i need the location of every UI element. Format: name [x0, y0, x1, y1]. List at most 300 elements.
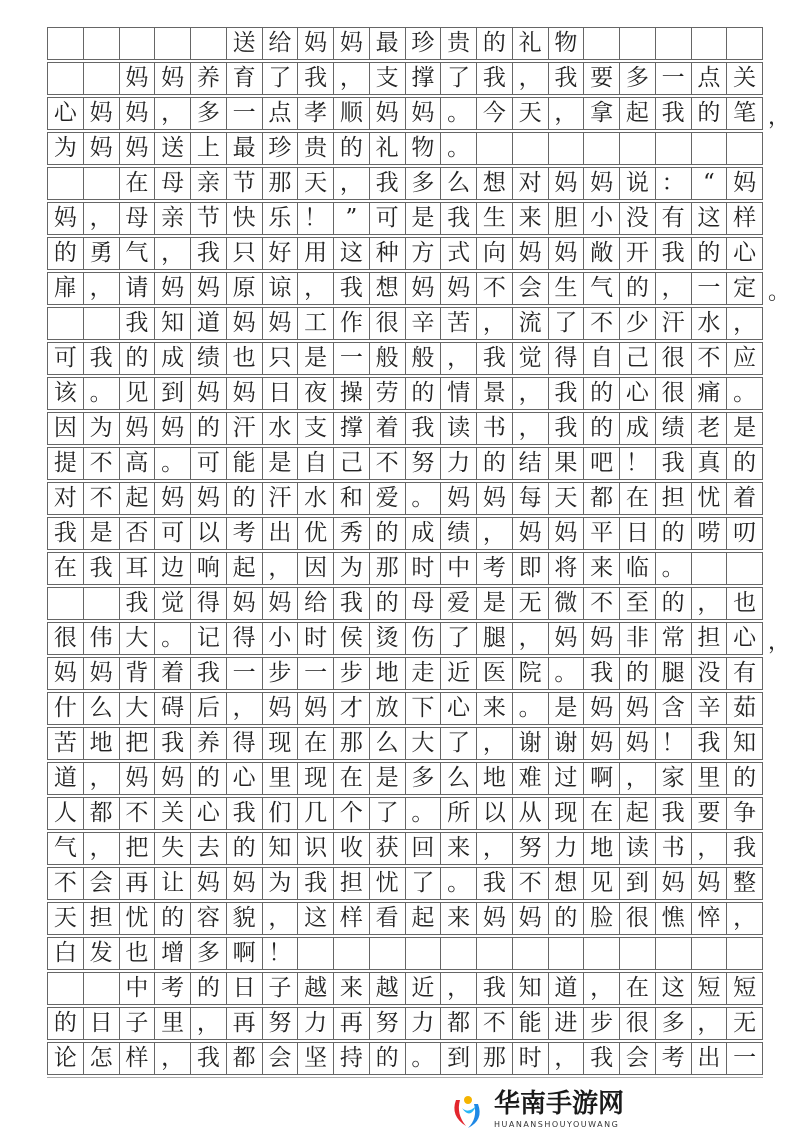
grid-cell [84, 168, 120, 199]
grid-cell: 那 [334, 728, 370, 759]
grid-cell: 因 [48, 413, 84, 444]
grid-cell: ， [477, 728, 513, 759]
grid-cell: 亲 [191, 168, 227, 199]
grid-cell: 妈 [227, 378, 263, 409]
grid-cell: 妈 [84, 658, 120, 689]
grid-cell: 时 [406, 553, 442, 584]
grid-cell: 勇 [84, 238, 120, 269]
grid-cell: 这 [298, 903, 334, 934]
grid-cell: 到 [620, 868, 656, 899]
grid-cell: 。 [727, 378, 763, 409]
grid-cell: 到 [441, 1043, 477, 1074]
grid-cell: 向 [477, 238, 513, 269]
grid-cell: ， [727, 308, 763, 339]
grid-cell: 成 [155, 343, 191, 374]
grid-cell: 撑 [406, 63, 442, 94]
grid-cell: 我 [120, 308, 156, 339]
grid-cell: ， [513, 63, 549, 94]
grid-cell: ， [155, 238, 191, 269]
grid-cell: 再 [334, 1008, 370, 1039]
grid-cell: 为 [48, 133, 84, 164]
grid-cell: 我 [84, 343, 120, 374]
grid-cell: 老 [692, 413, 728, 444]
grid-cell: 现 [549, 798, 585, 829]
grid-cell: 坚 [298, 1043, 334, 1074]
grid-cell: 出 [692, 1043, 728, 1074]
grid-cell: 起 [227, 553, 263, 584]
grid-cell: ！ [263, 938, 299, 969]
grid-cell: ， [513, 413, 549, 444]
grid-cell: 我 [191, 238, 227, 269]
grid-cell: 步 [584, 1008, 620, 1039]
grid-cell: 力 [441, 448, 477, 479]
grid-cell: 的 [584, 378, 620, 409]
grid-cell: 为 [334, 553, 370, 584]
grid-cell: 着 [155, 658, 191, 689]
grid-cell: 的 [155, 903, 191, 934]
grid-cell: 有 [656, 203, 692, 234]
grid-cell: 时 [513, 1043, 549, 1074]
grid-cell [84, 973, 120, 1004]
margin-punctuation: 。 [768, 280, 791, 305]
grid-cell: 了 [370, 798, 406, 829]
essay-grid-paper [47, 27, 791, 1077]
grid-cell: 忧 [692, 483, 728, 514]
grid-cell: 无 [727, 1008, 763, 1039]
grid-cell: 把 [120, 833, 156, 864]
grid-cell: 妈 [477, 903, 513, 934]
grid-cell: 妈 [584, 168, 620, 199]
grid-cell: 节 [227, 168, 263, 199]
grid-cell: 得 [227, 623, 263, 654]
grid-cell [48, 168, 84, 199]
grid-cell: 担 [692, 623, 728, 654]
grid-cell: 妈 [513, 518, 549, 549]
grid-cell: 种 [370, 238, 406, 269]
grid-cell [48, 973, 84, 1004]
grid-cell: 碍 [155, 693, 191, 724]
grid-cell: 谅 [263, 273, 299, 304]
grid-cell: 水 [692, 308, 728, 339]
grid-cell: 书 [656, 833, 692, 864]
grid-cell: 以 [191, 518, 227, 549]
grid-cell: 道 [549, 973, 585, 1004]
grid-cell: 汗 [263, 483, 299, 514]
grid-cell: 珍 [263, 133, 299, 164]
grid-cell: 再 [227, 1008, 263, 1039]
grid-cell: 多 [620, 63, 656, 94]
grid-cell [370, 938, 406, 969]
grid-cell: 汗 [656, 308, 692, 339]
grid-cell: 的 [406, 378, 442, 409]
grid-cell: ， [477, 833, 513, 864]
grid-cell: 都 [584, 483, 620, 514]
grid-cell: 敞 [584, 238, 620, 269]
grid-cell: 心 [620, 378, 656, 409]
grid-cell: 苦 [48, 728, 84, 759]
grid-row [47, 657, 763, 690]
grid-cell: 没 [692, 658, 728, 689]
grid-cell: 从 [513, 798, 549, 829]
grid-cell: 妈 [155, 483, 191, 514]
grid-cell: 妈 [727, 168, 763, 199]
grid-cell: 最 [370, 28, 406, 59]
grid-cell: ， [334, 63, 370, 94]
grid-cell: 母 [120, 203, 156, 234]
grid-cell: 憔 [656, 903, 692, 934]
grid-cell: 考 [656, 1043, 692, 1074]
grid-cell: 多 [656, 1008, 692, 1039]
grid-cell: 么 [441, 168, 477, 199]
grid-cell: 腿 [477, 623, 513, 654]
grid-cell: 水 [298, 483, 334, 514]
grid-cell [727, 553, 763, 584]
grid-cell: 物 [549, 28, 585, 59]
grid-cell: 操 [334, 378, 370, 409]
grid-cell: 那 [477, 1043, 513, 1074]
grid-cell: 的 [692, 238, 728, 269]
grid-cell: 担 [334, 868, 370, 899]
grid-cell [656, 938, 692, 969]
grid-cell: 我 [334, 588, 370, 619]
grid-cell: 妈 [48, 203, 84, 234]
grid-cell: 高 [120, 448, 156, 479]
grid-cell: 孝 [298, 98, 334, 129]
grid-cell: ” [334, 203, 370, 234]
grid-cell: 送 [155, 133, 191, 164]
grid-cell: 妈 [191, 868, 227, 899]
grid-cell: 会 [620, 1043, 656, 1074]
grid-cell: 珍 [406, 28, 442, 59]
grid-cell: 论 [48, 1043, 84, 1074]
grid-cell: 的 [584, 413, 620, 444]
grid-cell: 心 [727, 238, 763, 269]
grid-cell: 不 [370, 448, 406, 479]
grid-cell: 提 [48, 448, 84, 479]
grid-cell: 知 [263, 833, 299, 864]
grid-cell: 妈 [298, 28, 334, 59]
grid-cell: 天 [513, 98, 549, 129]
grid-cell: 礼 [370, 133, 406, 164]
grid-cell: 为 [84, 413, 120, 444]
grid-row [47, 832, 763, 865]
grid-cell: 担 [656, 483, 692, 514]
grid-cell: ！ [620, 448, 656, 479]
grid-cell: 我 [477, 343, 513, 374]
grid-cell [334, 938, 370, 969]
grid-cell: 现 [298, 763, 334, 794]
grid-cell: 越 [298, 973, 334, 1004]
grid-cell: 白 [48, 938, 84, 969]
grid-cell: 都 [227, 1043, 263, 1074]
grid-cell: 我 [549, 63, 585, 94]
grid-cell: ， [191, 1008, 227, 1039]
grid-cell: ， [334, 168, 370, 199]
grid-cell: 的 [227, 833, 263, 864]
grid-cell: ， [477, 518, 513, 549]
grid-cell: 。 [155, 448, 191, 479]
grid-cell [477, 133, 513, 164]
grid-cell: 的 [656, 518, 692, 549]
grid-cell: 对 [513, 168, 549, 199]
grid-cell: 夜 [298, 378, 334, 409]
grid-cell: 即 [513, 553, 549, 584]
grid-cell: 整 [727, 868, 763, 899]
grid-cell: 支 [370, 63, 406, 94]
grid-row [47, 902, 763, 935]
grid-row [47, 727, 763, 760]
grid-cell: 的 [620, 273, 656, 304]
grid-cell: 心 [441, 693, 477, 724]
grid-cell: 在 [584, 798, 620, 829]
grid-cell [692, 553, 728, 584]
grid-cell: 心 [727, 623, 763, 654]
grid-cell [656, 133, 692, 164]
grid-cell: 一 [334, 343, 370, 374]
grid-cell: 绩 [656, 413, 692, 444]
grid-cell: 的 [477, 448, 513, 479]
grid-cell [406, 938, 442, 969]
grid-cell: 妈 [513, 238, 549, 269]
grid-cell: 不 [84, 448, 120, 479]
grid-cell: 考 [477, 553, 513, 584]
grid-cell: 给 [263, 28, 299, 59]
grid-cell: 识 [298, 833, 334, 864]
grid-cell: 己 [620, 343, 656, 374]
grid-cell: 我 [584, 658, 620, 689]
grid-cell: ， [549, 98, 585, 129]
grid-cell: ， [298, 273, 334, 304]
grid-cell: 是 [298, 343, 334, 374]
grid-cell: 。 [155, 623, 191, 654]
grid-cell: 妈 [155, 273, 191, 304]
grid-cell: 多 [406, 168, 442, 199]
grid-cell: 不 [584, 308, 620, 339]
grid-cell: 我 [477, 868, 513, 899]
grid-cell: 将 [549, 553, 585, 584]
grid-cell: 的 [191, 413, 227, 444]
grid-cell: 痛 [692, 378, 728, 409]
grid-cell: 快 [227, 203, 263, 234]
grid-cell: 得 [549, 343, 585, 374]
grid-cell: 一 [656, 63, 692, 94]
grid-cell: 不 [477, 1008, 513, 1039]
grid-row [47, 412, 763, 445]
grid-cell: ， [441, 973, 477, 1004]
grid-cell: 中 [441, 553, 477, 584]
grid-cell: 关 [155, 798, 191, 829]
grid-cell: 么 [370, 728, 406, 759]
grid-cell: 在 [48, 553, 84, 584]
grid-cell: 觉 [513, 343, 549, 374]
grid-cell: 的 [549, 903, 585, 934]
grid-cell: 好 [263, 238, 299, 269]
grid-cell: 爱 [441, 588, 477, 619]
grid-cell: 争 [727, 798, 763, 829]
grid-cell: 所 [441, 798, 477, 829]
grid-row [47, 1042, 763, 1075]
grid-cell: 里 [263, 763, 299, 794]
grid-cell: 伤 [406, 623, 442, 654]
grid-cell: 读 [441, 413, 477, 444]
grid-cell: 今 [477, 98, 513, 129]
grid-cell: 想 [477, 168, 513, 199]
grid-cell: 天 [48, 903, 84, 934]
grid-cell: 己 [334, 448, 370, 479]
grid-cell: 。 [406, 798, 442, 829]
grid-cell: 的 [370, 518, 406, 549]
grid-cell: 我 [441, 203, 477, 234]
grid-cell: 可 [48, 343, 84, 374]
grid-cell: 叨 [727, 518, 763, 549]
grid-cell: 几 [298, 798, 334, 829]
grid-cell: 的 [334, 133, 370, 164]
grid-row [47, 97, 791, 130]
grid-cell: 开 [620, 238, 656, 269]
grid-cell: 妈 [620, 693, 656, 724]
grid-cell: 和 [334, 483, 370, 514]
grid-cell: ， [513, 623, 549, 654]
grid-cell: 很 [656, 378, 692, 409]
grid-cell [48, 308, 84, 339]
grid-cell: 的 [191, 763, 227, 794]
grid-cell: 妈 [263, 693, 299, 724]
grid-cell: 的 [727, 763, 763, 794]
grid-cell: 。 [441, 98, 477, 129]
grid-cell: 才 [334, 693, 370, 724]
grid-cell: 啊 [584, 763, 620, 794]
grid-cell [84, 308, 120, 339]
grid-cell: 。 [549, 658, 585, 689]
grid-cell: 下 [406, 693, 442, 724]
grid-cell: ， [84, 833, 120, 864]
grid-cell: 也 [727, 588, 763, 619]
grid-cell: 想 [549, 868, 585, 899]
grid-cell: 努 [370, 1008, 406, 1039]
grid-cell: 起 [620, 798, 656, 829]
grid-cell: 无 [513, 588, 549, 619]
grid-cell: 小 [584, 203, 620, 234]
grid-cell: 我 [406, 413, 442, 444]
grid-cell: 样 [120, 1043, 156, 1074]
grid-cell: ， [84, 203, 120, 234]
grid-cell: 我 [656, 798, 692, 829]
grid-cell: 考 [227, 518, 263, 549]
grid-cell: 要 [692, 798, 728, 829]
grid-cell: 起 [406, 903, 442, 934]
grid-cell: 么 [441, 763, 477, 794]
grid-cell: 妈 [441, 273, 477, 304]
grid-cell: 方 [406, 238, 442, 269]
grid-cell: 妈 [334, 28, 370, 59]
grid-cell: ： [656, 168, 692, 199]
grid-cell: 在 [298, 728, 334, 759]
grid-cell: 的 [120, 343, 156, 374]
grid-cell: 请 [120, 273, 156, 304]
grid-cell: 我 [298, 868, 334, 899]
grid-cell: 不 [84, 483, 120, 514]
grid-cell: 。 [513, 693, 549, 724]
grid-cell: ！ [656, 728, 692, 759]
grid-cell: 非 [620, 623, 656, 654]
grid-cell: 果 [549, 448, 585, 479]
grid-cell: 读 [620, 833, 656, 864]
grid-cell: 应 [727, 343, 763, 374]
grid-cell: 么 [84, 693, 120, 724]
grid-cell: 能 [227, 448, 263, 479]
grid-cell [620, 28, 656, 59]
grid-cell: ， [263, 903, 299, 934]
grid-cell: 的 [48, 238, 84, 269]
grid-cell: 走 [406, 658, 442, 689]
grid-cell: ， [441, 343, 477, 374]
grid-cell [84, 63, 120, 94]
grid-cell: ， [692, 1008, 728, 1039]
grid-cell: ， [155, 98, 191, 129]
grid-cell: 日 [620, 518, 656, 549]
grid-cell: 再 [120, 868, 156, 899]
grid-cell [584, 28, 620, 59]
grid-cell: 妈 [298, 693, 334, 724]
grid-cell: 怎 [84, 1043, 120, 1074]
grid-cell: 步 [263, 658, 299, 689]
grid-cell: 起 [620, 98, 656, 129]
grid-row [47, 272, 791, 305]
grid-cell: 妈 [620, 728, 656, 759]
grid-cell: 我 [155, 728, 191, 759]
grid-cell: ， [263, 553, 299, 584]
grid-cell: 少 [620, 308, 656, 339]
grid-cell: 起 [120, 483, 156, 514]
grid-cell: 点 [263, 98, 299, 129]
grid-cell: 我 [191, 658, 227, 689]
grid-row [47, 202, 763, 235]
grid-cell: 样 [727, 203, 763, 234]
grid-cell: 得 [227, 728, 263, 759]
grid-cell: 不 [48, 868, 84, 899]
grid-cell: 谢 [513, 728, 549, 759]
grid-cell: 样 [334, 903, 370, 934]
grid-cell: 唠 [692, 518, 728, 549]
grid-cell: 很 [370, 308, 406, 339]
grid-row [47, 867, 763, 900]
grid-cell: 我 [334, 273, 370, 304]
grid-cell: 。 [441, 868, 477, 899]
grid-row [47, 342, 763, 375]
grid-cell: 去 [191, 833, 227, 864]
grid-cell: 日 [227, 973, 263, 1004]
grid-cell: 妈 [263, 308, 299, 339]
grid-cell: 一 [727, 1043, 763, 1074]
grid-cell: 地 [370, 658, 406, 689]
grid-cell: 是 [370, 763, 406, 794]
grid-cell: 见 [120, 378, 156, 409]
grid-cell [298, 938, 334, 969]
grid-cell: 支 [298, 413, 334, 444]
grid-cell: 情 [441, 378, 477, 409]
grid-cell: 礼 [513, 28, 549, 59]
grid-cell: 乐 [263, 203, 299, 234]
grid-cell: 妈 [584, 623, 620, 654]
grid-cell: 不 [513, 868, 549, 899]
grid-cell: 贵 [298, 133, 334, 164]
grid-cell: 伟 [84, 623, 120, 654]
grid-cell: 很 [48, 623, 84, 654]
grid-cell: 们 [263, 798, 299, 829]
grid-cell: 。 [406, 1043, 442, 1074]
grid-cell: 顺 [334, 98, 370, 129]
grid-cell: 是 [727, 413, 763, 444]
